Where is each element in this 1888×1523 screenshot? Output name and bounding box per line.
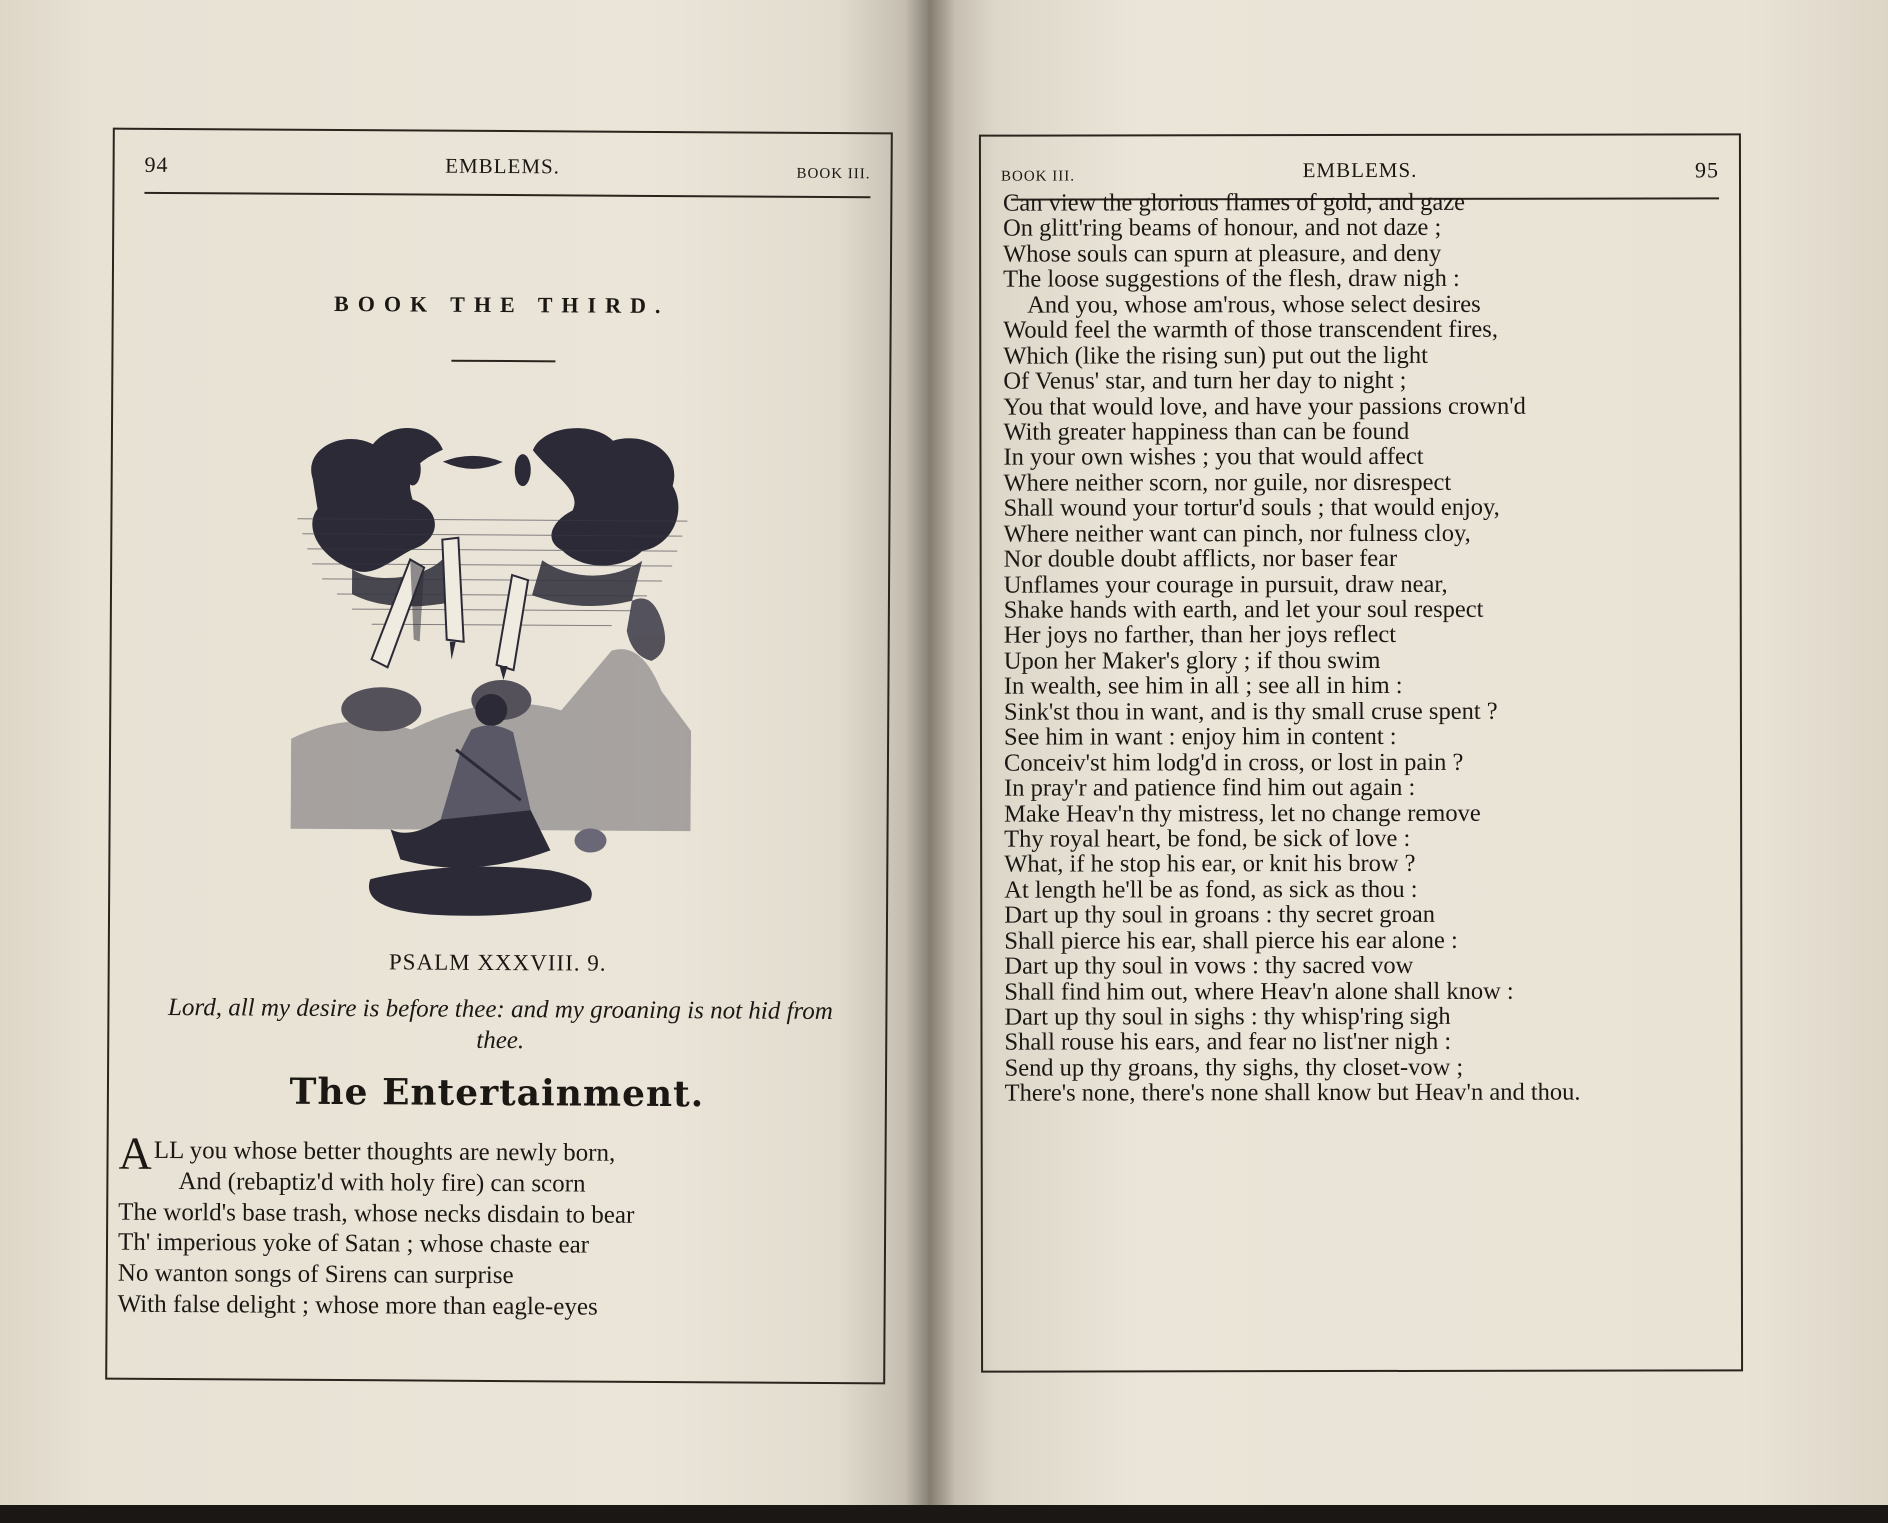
left-page-frame [105, 128, 893, 1385]
verse-line: And you, whose am'rous, whose select desires [1027, 290, 1481, 319]
verse-line: In pray'r and patience find him out again : [1004, 773, 1416, 802]
verse-line: Where neither want can pinch, nor fulness cloy, [1003, 519, 1471, 548]
left-running-head [114, 152, 890, 193]
verse-line: Nor double doubt afflicts, nor baser fear [1003, 545, 1398, 573]
verse-line: Shall rouse his ears, and fear no list'ner nigh : [1004, 1028, 1452, 1057]
verse-line: See him in want : enjoy him in content : [1003, 723, 1397, 751]
verse-line: Dart up thy soul in groans : thy secret groan [1004, 901, 1436, 929]
verse-line: Shall pierce his ear, shall pierce his ear alone : [1004, 926, 1458, 955]
verse-line: Which (like the rising sun) put out the light [1003, 341, 1428, 370]
psalm-reference: PSALM XXXVIII. 9. [388, 949, 607, 976]
verse-line: Her joys no farther, than her joys reflect [1003, 621, 1397, 650]
verse-line: With greater happiness than can be found [1003, 417, 1410, 446]
verse-line: At length he'll be as fond, as sick as thou : [1004, 875, 1418, 904]
book-label: BOOK III. [1000, 168, 1076, 185]
verse-line-text: LL you whose better thoughts are newly born, [153, 1136, 616, 1167]
running-title: EMBLEMS. [1302, 157, 1418, 183]
verse-line: What, if he stop his ear, or knit his brow ? [1004, 850, 1416, 878]
verse-line: Shall find him out, where Heav'n alone shall know : [1004, 977, 1514, 1006]
right-verse [1003, 190, 1581, 1107]
verse-line: Where neither scorn, nor guile, nor disrespect [1003, 468, 1452, 497]
right-page [928, 0, 1888, 1505]
verse-line: Dart up thy soul in sighs : thy whisp'ring sigh [1004, 1002, 1451, 1031]
verse-line [118, 1127, 634, 1179]
drop-cap: A [118, 1127, 152, 1179]
verse-line: Of Venus' star, and turn her day to night ; [1003, 366, 1407, 395]
left-verse [117, 1127, 635, 1324]
section-title: The Entertainment. [289, 1070, 705, 1116]
page-number: 94 [144, 151, 169, 177]
emblem-engraving [289, 409, 693, 1041]
verse-line: In wealth, see him in all ; see all in him : [1003, 672, 1403, 700]
verse-line: Shake hands with earth, and let your soul respect [1003, 595, 1484, 624]
verse-line: In your own wishes ; you that would affect [1003, 443, 1424, 471]
verse-line: Th' imperious yoke of Satan ; whose chaste ear [117, 1229, 590, 1259]
verse-line: You that would love, and have your passions crown'd [1003, 392, 1526, 421]
verse-line: Unflames your courage in pursuit, draw near, [1003, 570, 1448, 599]
header-rule [144, 192, 870, 198]
scripture-motto: Lord, all my desire is before thee: and my groaning is not hid from thee. [167, 993, 833, 1055]
verse-line: Send up thy groans, thy sighs, thy closet-vow ; [1004, 1053, 1464, 1082]
verse-line: With false delight ; whose more than eagle-eyes [117, 1290, 598, 1321]
book-heading: BOOK THE THIRD. [334, 290, 670, 319]
heading-divider [451, 360, 555, 363]
left-page [0, 0, 930, 1505]
verse-line: The world's base trash, whose necks disdain to bear [118, 1198, 635, 1229]
gutter-shadow [905, 0, 955, 1505]
eye-icon [443, 456, 503, 469]
page-number: 95 [1694, 157, 1720, 183]
verse-line: Dart up thy soul in vows : thy sacred vow [1004, 952, 1414, 980]
right-page-frame [979, 133, 1743, 1372]
running-title: EMBLEMS. [445, 153, 561, 179]
verse-line: Can view the glorious flames of gold, and gaze [1003, 188, 1466, 217]
verse-line: Make Heav'n thy mistress, let no change remove [1004, 799, 1481, 828]
verse-line: Upon her Maker's glory ; if thou swim [1003, 646, 1381, 675]
verse-line: The loose suggestions of the flesh, draw nigh : [1003, 265, 1460, 293]
verse-line: Whose souls can spurn at pleasure, and deny [1003, 239, 1442, 268]
verse-line: Shall wound your tortur'd souls ; that would enjoy, [1003, 494, 1500, 522]
verse-line: No wanton songs of Sirens can surprise [117, 1259, 514, 1290]
verse-line: Thy royal heart, be fond, be sick of love : [1004, 824, 1411, 853]
book-label: BOOK III. [796, 165, 871, 183]
verse-line: On glitt'ring beams of honour, and not daze ; [1003, 214, 1442, 243]
verse-line: Sink'st thou in want, and is thy small cruse spent ? [1003, 697, 1498, 726]
verse-line: And (rebaptiz'd with holy fire) can scorn [178, 1167, 586, 1198]
verse-line: Would feel the warmth of those transcendent fires, [1003, 315, 1498, 344]
verse-line: Conceiv'st him lodg'd in cross, or lost in pain ? [1003, 748, 1464, 777]
verse-line: There's none, there's none shall know but Heav'n and thou. [1004, 1078, 1581, 1107]
